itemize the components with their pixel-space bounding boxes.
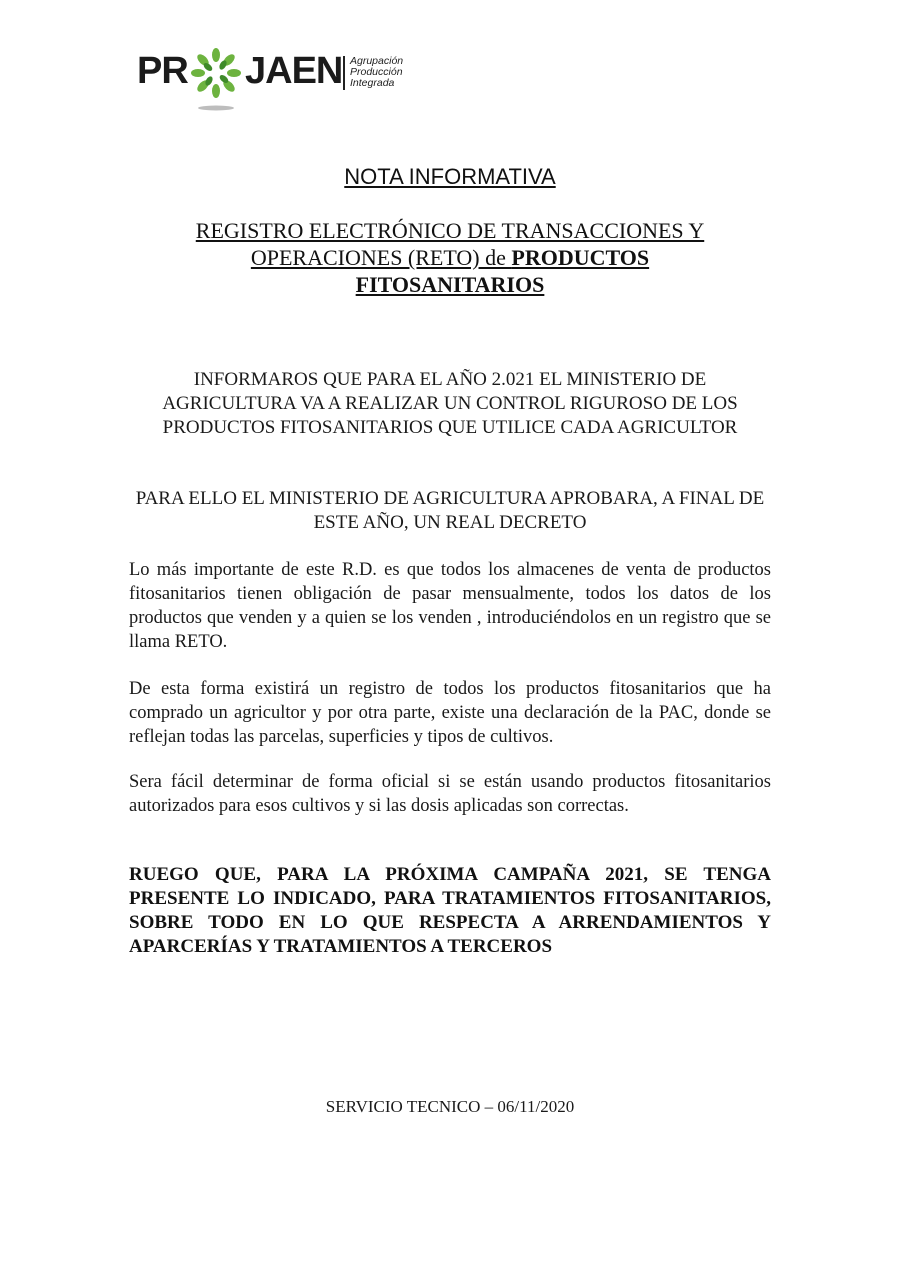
logo-tagline-line: Integrada bbox=[350, 77, 395, 89]
paragraph-real-decreto: PARA ELLO EL MINISTERIO DE AGRICULTURA APROBARA, A FINAL DE ESTE AÑO, UN REAL DECRETO bbox=[135, 488, 765, 533]
logo-tagline bbox=[350, 56, 403, 89]
paragraph-control: Sera fácil determinar de forma oficial si se están usando productos fitosanitarios autorizados para esos cultivos y si las dosis aplicadas son correctas. bbox=[129, 772, 771, 816]
footer-signature: SERVICIO TECNICO – 06/11/2020 bbox=[325, 1097, 575, 1116]
paragraph-request: RUEGO QUE, PARA LA PRÓXIMA CAMPAÑA 2021, SE TENGA PRESENTE LO INDICADO, PARA TRATAMIENTOS FITOSANITARIOS, SOBRE TODO EN LO QUE RESPECTA A ARRENDAMIENTOS Y APARCERÍAS Y TRATAMIENTOS A TERCEROS bbox=[129, 864, 771, 957]
leaf-sun-icon bbox=[189, 46, 243, 112]
paragraph-reto-explanation: Lo más importante de este R.D. es que todos los almacenes de venta de productos fitosanitarios tienen obligación de pasar mensualmente, todos los datos de los productos que venden y a quien se los venden , introduciéndolos en un registro que se llama RETO. bbox=[129, 560, 771, 652]
logo-tagline-line: Producción bbox=[350, 66, 403, 78]
paragraph-registry: De esta forma existirá un registro de todos los productos fitosanitarios que ha comprado un agricultor y por otra parte, existe una declaración de la PAC, donde se reflejan todas las parcelas, superficies y tipos de cultivos. bbox=[129, 679, 771, 747]
logo-text-pr: PR bbox=[137, 50, 188, 92]
logo-tagline-line: Agrupación bbox=[350, 55, 404, 67]
logo-divider bbox=[343, 56, 345, 90]
logo-text-jaen: JAEN bbox=[245, 50, 343, 92]
subtitle-line-2-bold: PRODUCTOS bbox=[511, 245, 650, 270]
page-title: NOTA INFORMATIVA bbox=[344, 164, 556, 189]
document-subtitle bbox=[150, 217, 750, 298]
subtitle-line-2: OPERACIONES (RETO) de bbox=[250, 245, 512, 270]
paragraph-announcement: INFORMAROS QUE PARA EL AÑO 2.021 EL MINISTERIO DE AGRICULTURA VA A REALIZAR UN CONTROL RIGUROSO DE LOS PRODUCTOS FITOSANITARIOS QUE UTILICE CADA AGRICULTOR bbox=[162, 369, 738, 438]
subtitle-line-3-bold: FITOSANITARIOS bbox=[355, 272, 545, 297]
subtitle-line-1: REGISTRO ELECTRÓNICO DE TRANSACCIONES Y bbox=[195, 218, 705, 243]
projaen-logo bbox=[137, 46, 437, 116]
